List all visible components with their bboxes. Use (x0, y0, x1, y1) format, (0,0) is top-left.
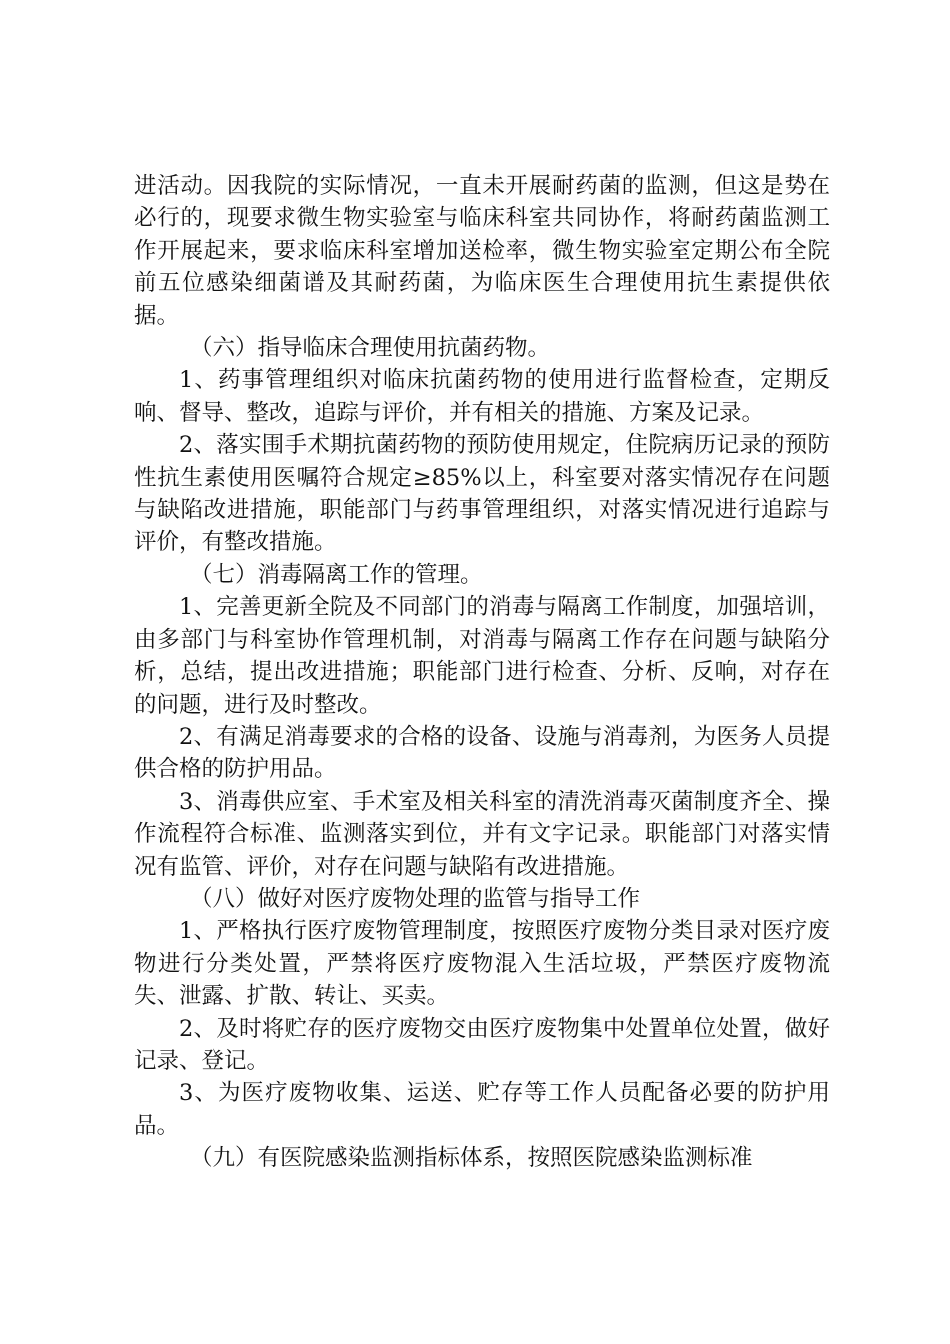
section-heading-6: （六）指导临床合理使用抗菌药物。 (190, 335, 551, 362)
paragraph-resistance-monitoring: 进活动。因我院的实际情况，一直未开展耐药菌的监测，但这是势在必行的，现要求微生物实验室与临床科室共同协作，将耐药菌监测工作开展起来，要求临床科室增加送检率，微生物实验室定期公布全院前五位感染细菌谱及其耐药菌，为临床医生合理使用抗生素提供依据。 (134, 173, 830, 329)
paragraph-8-2: 2、及时将贮存的医疗废物交由医疗废物集中处置单位处置，做好记录、登记。 (134, 1015, 830, 1074)
paragraph-7-2: 2、有满足消毒要求的合格的设备、设施与消毒剂，为医务人员提供合格的防护用品。 (134, 723, 830, 783)
section-heading-7: （七）消毒隔离工作的管理。 (190, 561, 483, 588)
paragraph-7-3: 3、消毒供应室、手术室及相关科室的清洗消毒灭菌制度齐全、操作流程符合标准、监测落实到位，并有文字记录。职能部门对落实情况有监管、评价，对存在问题与缺陷有改进措施。 (134, 788, 830, 880)
paragraph-8-3: 3、为医疗废物收集、运送、贮存等工作人员配备必要的防护用品。 (134, 1080, 830, 1139)
section-heading-9: （九）有医院感染监测指标体系，按照医院感染监测标准 (190, 1145, 753, 1172)
paragraph-7-1: 1、完善更新全院及不同部门的消毒与隔离工作制度，加强培训，由多部门与科室协作管理机制，对消毒与隔离工作存在问题与缺陷分析，总结，提出改进措施；职能部门进行检查、分析、反响，对存在的问题，进行及时整改。 (134, 594, 830, 718)
paragraph-8-1: 1、严格执行医疗废物管理制度，按照医疗废物分类目录对医疗废物进行分类处置，严禁将医疗废物混入生活垃圾，严禁医疗废物流失、泄露、扩散、转让、买卖。 (134, 918, 830, 1010)
paragraph-6-2: 2、落实围手术期抗菌药物的预防使用规定，住院病历记录的预防性抗生素使用医嘱符合规定≥85%以上，科室要对落实情况存在问题与缺陷改进措施，职能部门与药事管理组织，对落实情况进行追踪与评价，有整改措施。 (134, 432, 830, 556)
paragraph-6-1: 1、药事管理组织对临床抗菌药物的使用进行监督检查，定期反响、督导、整改，追踪与评价，并有相关的措施、方案及记录。 (134, 367, 830, 426)
section-heading-8: （八）做好对医疗废物处理的监管与指导工作 (190, 885, 641, 912)
document-page (134, 170, 830, 1175)
